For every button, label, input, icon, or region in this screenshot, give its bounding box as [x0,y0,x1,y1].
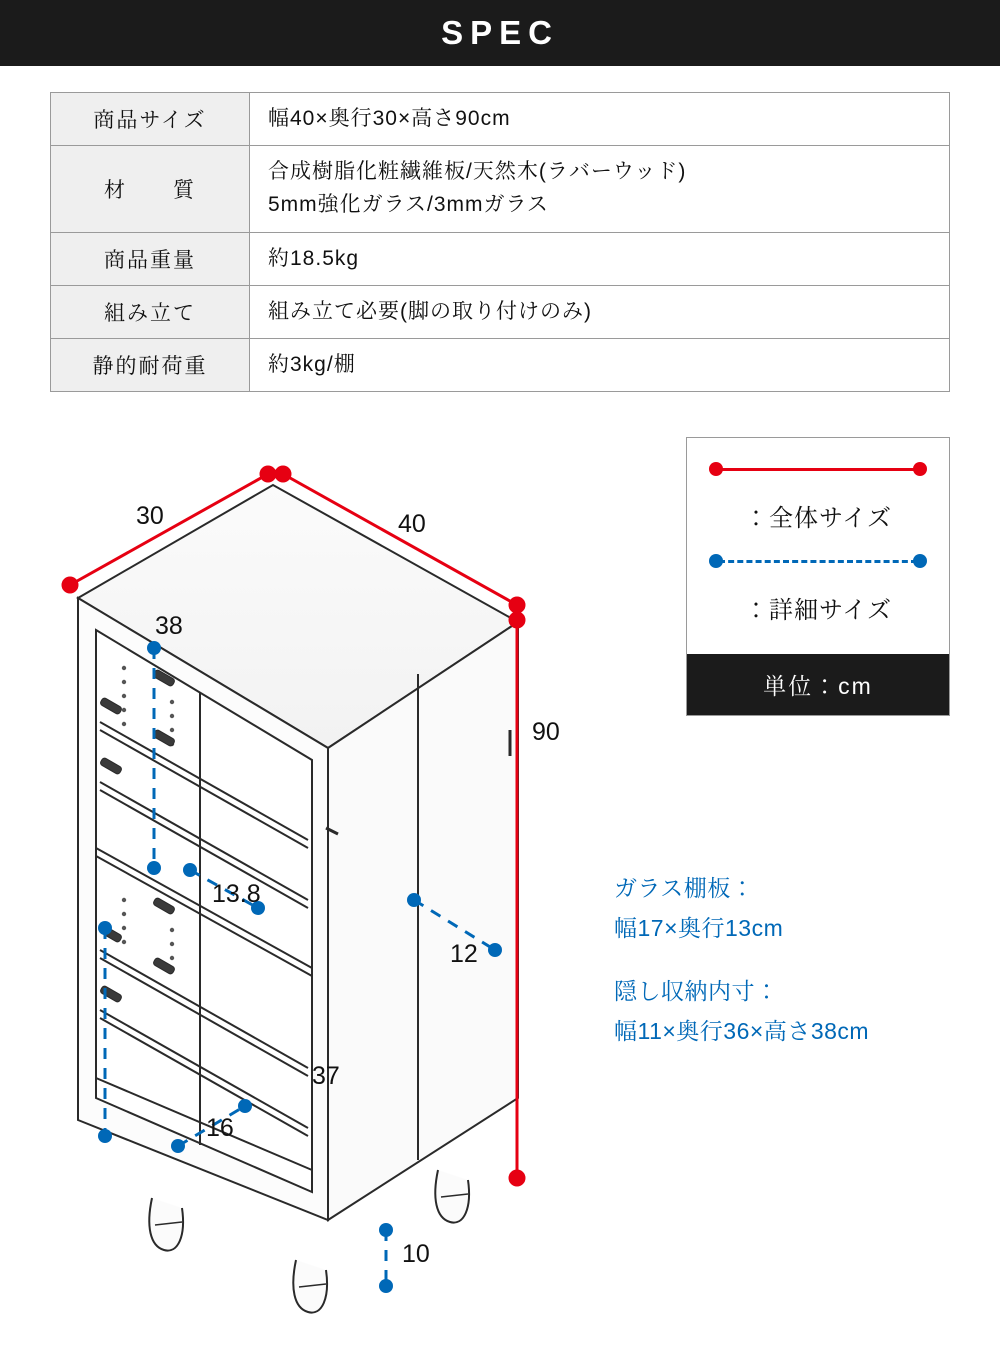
notes-block [614,868,984,1073]
legend-detail-label: ：詳細サイズ [743,597,893,624]
dimension-shelf-depth-12: 12 [450,940,478,968]
spec-label-load: 静的耐荷重 [51,339,250,392]
dimension-inner-left-38: 38 [155,612,183,640]
legend-box [686,437,950,716]
dimension-width-40: 40 [398,510,426,538]
note-glass-shelf-value: 幅17×奥行13cm [614,915,784,942]
note-hidden-storage [614,971,984,1052]
note-hidden-storage-value: 幅11×奥行36×高さ38cm [614,1017,870,1044]
spec-value-weight: 約18.5kg [250,233,950,286]
dimension-leg-height-10: 10 [402,1240,430,1268]
note-glass-shelf [614,868,984,949]
legend-dot-left-icon [709,462,723,476]
legend-line-dashed [709,552,927,572]
legend-overall [687,460,949,552]
legend-overall-label: ：全体サイズ [743,505,893,532]
spec-label-size: 商品サイズ [51,93,250,146]
legend-detail [687,552,949,644]
note-hidden-storage-title: 隠し収納内寸： [614,977,779,1004]
legend-solid-bar [719,468,917,471]
legend-unit-label: 単位：cm [687,654,949,715]
product-diagram [40,430,660,1320]
table-row [51,286,950,339]
cabinet-drawing-svg [40,430,660,1320]
table-row [51,93,950,146]
note-glass-shelf-title: ガラス棚板： [614,875,755,901]
legend-dashed-bar [719,560,917,563]
legend-dot-right-icon [913,554,927,568]
dimension-lower-inner-37: 37 [312,1062,340,1090]
spec-value-material-line1: 合成樹脂化粧繊維板/天然木(ラバーウッド) [268,160,687,184]
page-title: SPEC [441,14,559,51]
dimension-shelf-gap-13-8: 13.8 [212,880,261,908]
table-row [51,339,950,392]
spec-label-material: 材 質 [51,146,250,233]
legend-dot-left-icon [709,554,723,568]
dimension-lower-shelf-16: 16 [206,1114,234,1142]
table-row [51,233,950,286]
legend-dot-right-icon [913,462,927,476]
spec-header [0,0,1000,66]
spec-table [50,92,950,392]
legend-line-solid [709,460,927,480]
spec-value-material-line2: 5mm強化ガラス/3mmガラス [268,193,549,216]
dimension-height-90: 90 [532,718,560,746]
table-row [51,146,950,233]
spec-label-weight: 商品重量 [51,233,250,286]
dimension-depth-30: 30 [136,502,164,530]
spec-label-assembly: 組み立て [51,286,250,339]
spec-value-size: 幅40×奥行30×高さ90cm [250,93,950,146]
spec-value-material [250,146,950,233]
spec-value-load: 約3kg/棚 [250,339,950,392]
spec-value-assembly: 組み立て必要(脚の取り付けのみ) [250,286,950,339]
